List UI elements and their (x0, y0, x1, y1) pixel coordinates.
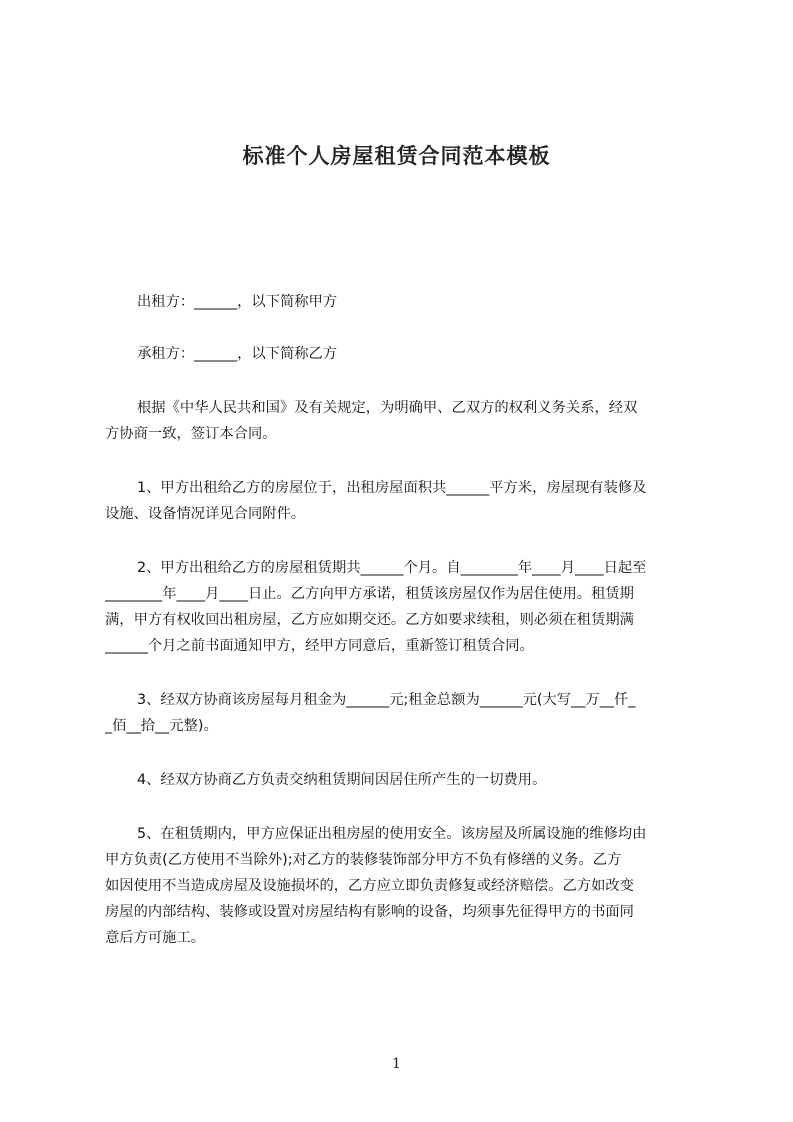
clause-2-line-1: 2、甲方出租给乙方的房屋租赁期共______个月。自________年____月____日起至 (137, 560, 647, 576)
preamble-line-2: 方协商一致，签订本合同。 (105, 426, 277, 442)
clause-5-line-5: 意后方可施工。 (105, 930, 206, 946)
clause-3-line-2: _佰__拾__元整)。 (105, 718, 218, 734)
clause-2-line-4: ______个月之前书面通知甲方，经甲方同意后，重新签订租赁合同。 (105, 638, 534, 654)
clause-4-line-1: 4、经双方协商乙方负责交纳租赁期间因居住所产生的一切费用。 (137, 772, 547, 788)
clause-5-line-1: 5、在租赁期内，甲方应保证出租房屋的使用安全。该房屋及所属设施的维修均由 (137, 826, 647, 842)
clause-1-line-1: 1、甲方出租给乙方的房屋位于，出租房屋面积共______平方米，房屋现有装修及 (137, 480, 647, 496)
clause-3-line-1: 3、经双方协商该房屋每月租金为______元;租金总额为______元(大写__万__仟_ (137, 692, 636, 708)
clause-2-line-2: ________年____月____日止。乙方向甲方承诺，租赁该房屋仅作为居住使用。租赁期 (105, 586, 634, 602)
clause-5-line-3: 如因使用不当造成房屋及设施损坏的，乙方应立即负责修复或经济赔偿。乙方如改变 (105, 878, 634, 894)
clause-1-line-2: 设施、设备情况详见合同附件。 (105, 506, 306, 522)
clause-5-line-4: 房屋的内部结构、装修或设置对房屋结构有影响的设备，均须事先征得甲方的书面同 (105, 904, 634, 920)
page-number: 1 (392, 1056, 401, 1072)
clause-2-line-3: 满，甲方有权收回出租房屋，乙方应如期交还。乙方如要求续租，则必须在租赁期满 (105, 612, 634, 628)
party-b-line: 承租方：______，以下简称乙方 (137, 346, 338, 362)
preamble-line-1: 根据《中华人民共和国》及有关规定，为明确甲、乙双方的权利义务关系，经双 (137, 400, 638, 416)
clause-5-line-2: 甲方负责(乙方使用不当除外);对乙方的装修装饰部分甲方不负有修缮的义务。乙方 (105, 852, 622, 868)
document-title: 标准个人房屋租赁合同范本模板 (242, 144, 551, 168)
party-a-line: 出租方：______，以下简称甲方 (137, 294, 338, 310)
